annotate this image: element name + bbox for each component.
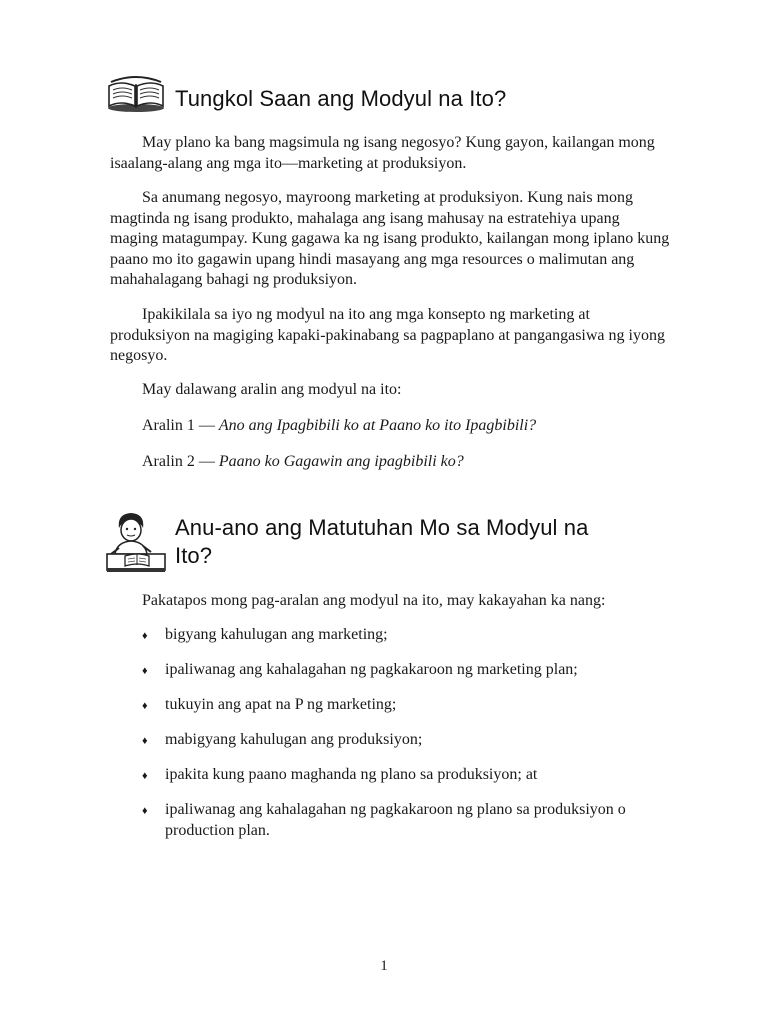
lesson-title: Paano ko Gagawin ang ipagbibili ko? <box>218 453 464 470</box>
list-item: ipaliwanag ang kahalagahan ng pagkakaroon ng plano sa produksiyon o production plan. <box>165 801 626 839</box>
list-item: ipakita kung paano maghanda ng plano sa produksiyon; at <box>165 766 538 783</box>
lesson-1 <box>142 416 536 436</box>
list-item: tukuyin ang apat na P ng marketing; <box>165 696 397 713</box>
lesson-prefix: Aralin 1 — <box>142 417 219 434</box>
bullet-marker: ♦ <box>142 805 148 817</box>
bullet-marker: ♦ <box>142 735 148 747</box>
heading-line: Anu-ano ang Matutuhan Mo sa Modyul na <box>175 515 589 540</box>
lesson-prefix: Aralin 2 — <box>142 453 219 470</box>
paragraph: May plano ka bang magsimula ng isang negosyo? Kung gayon, kailangan mong isaalang-alang ang mga ito—marketing at produksiyon. <box>110 134 655 172</box>
list-item: ipaliwanag ang kahalagahan ng pagkakaroon ng marketing plan; <box>165 661 578 678</box>
section-heading-objectives <box>175 514 588 570</box>
list-item: bigyang kahulugan ang marketing; <box>165 626 388 643</box>
section-heading-about: Tungkol Saan ang Modyul na Ito? <box>175 86 507 111</box>
paragraph: Sa anumang negosyo, mayroong marketing at produksiyon. Kung nais mong magtinda ng isang produkto, mahalaga ang isang mahusay na estratehiya upang maging matagumpay. Kung gagawa ka ng isang produkto, kailangan mong iplano kung paano mo ito gagawin upang hindi masayang ang mga resources o malimutan ang mahahalagang bahagi ng produksiyon. <box>110 189 670 288</box>
paragraph: May dalawang aralin ang modyul na ito: <box>142 381 402 398</box>
heading-line: Ito? <box>175 543 213 568</box>
bullet-marker: ♦ <box>142 770 148 782</box>
page-number: 1 <box>380 958 388 974</box>
open-book-icon <box>105 72 167 114</box>
objectives-intro: Pakatapos mong pag-aralan ang modyul na ito, may kakayahan ka nang: <box>142 592 606 609</box>
bullet-marker: ♦ <box>142 665 148 677</box>
list-item: mabigyang kahulugan ang produksiyon; <box>165 731 423 748</box>
bullet-marker: ♦ <box>142 630 148 642</box>
paragraph: Ipakikilala sa iyo ng modyul na ito ang mga konsepto ng marketing at produksiyon na magiging kapaki-pakinabang sa pagpaplano at pangangasiwa ng iyong negosyo. <box>110 306 665 364</box>
bullet-marker: ♦ <box>142 700 148 712</box>
lesson-2 <box>142 452 464 472</box>
lesson-title: Ano ang Ipagbibili ko at Paano ko ito Ipagbibili? <box>218 417 537 434</box>
student-reading-icon <box>105 510 167 574</box>
